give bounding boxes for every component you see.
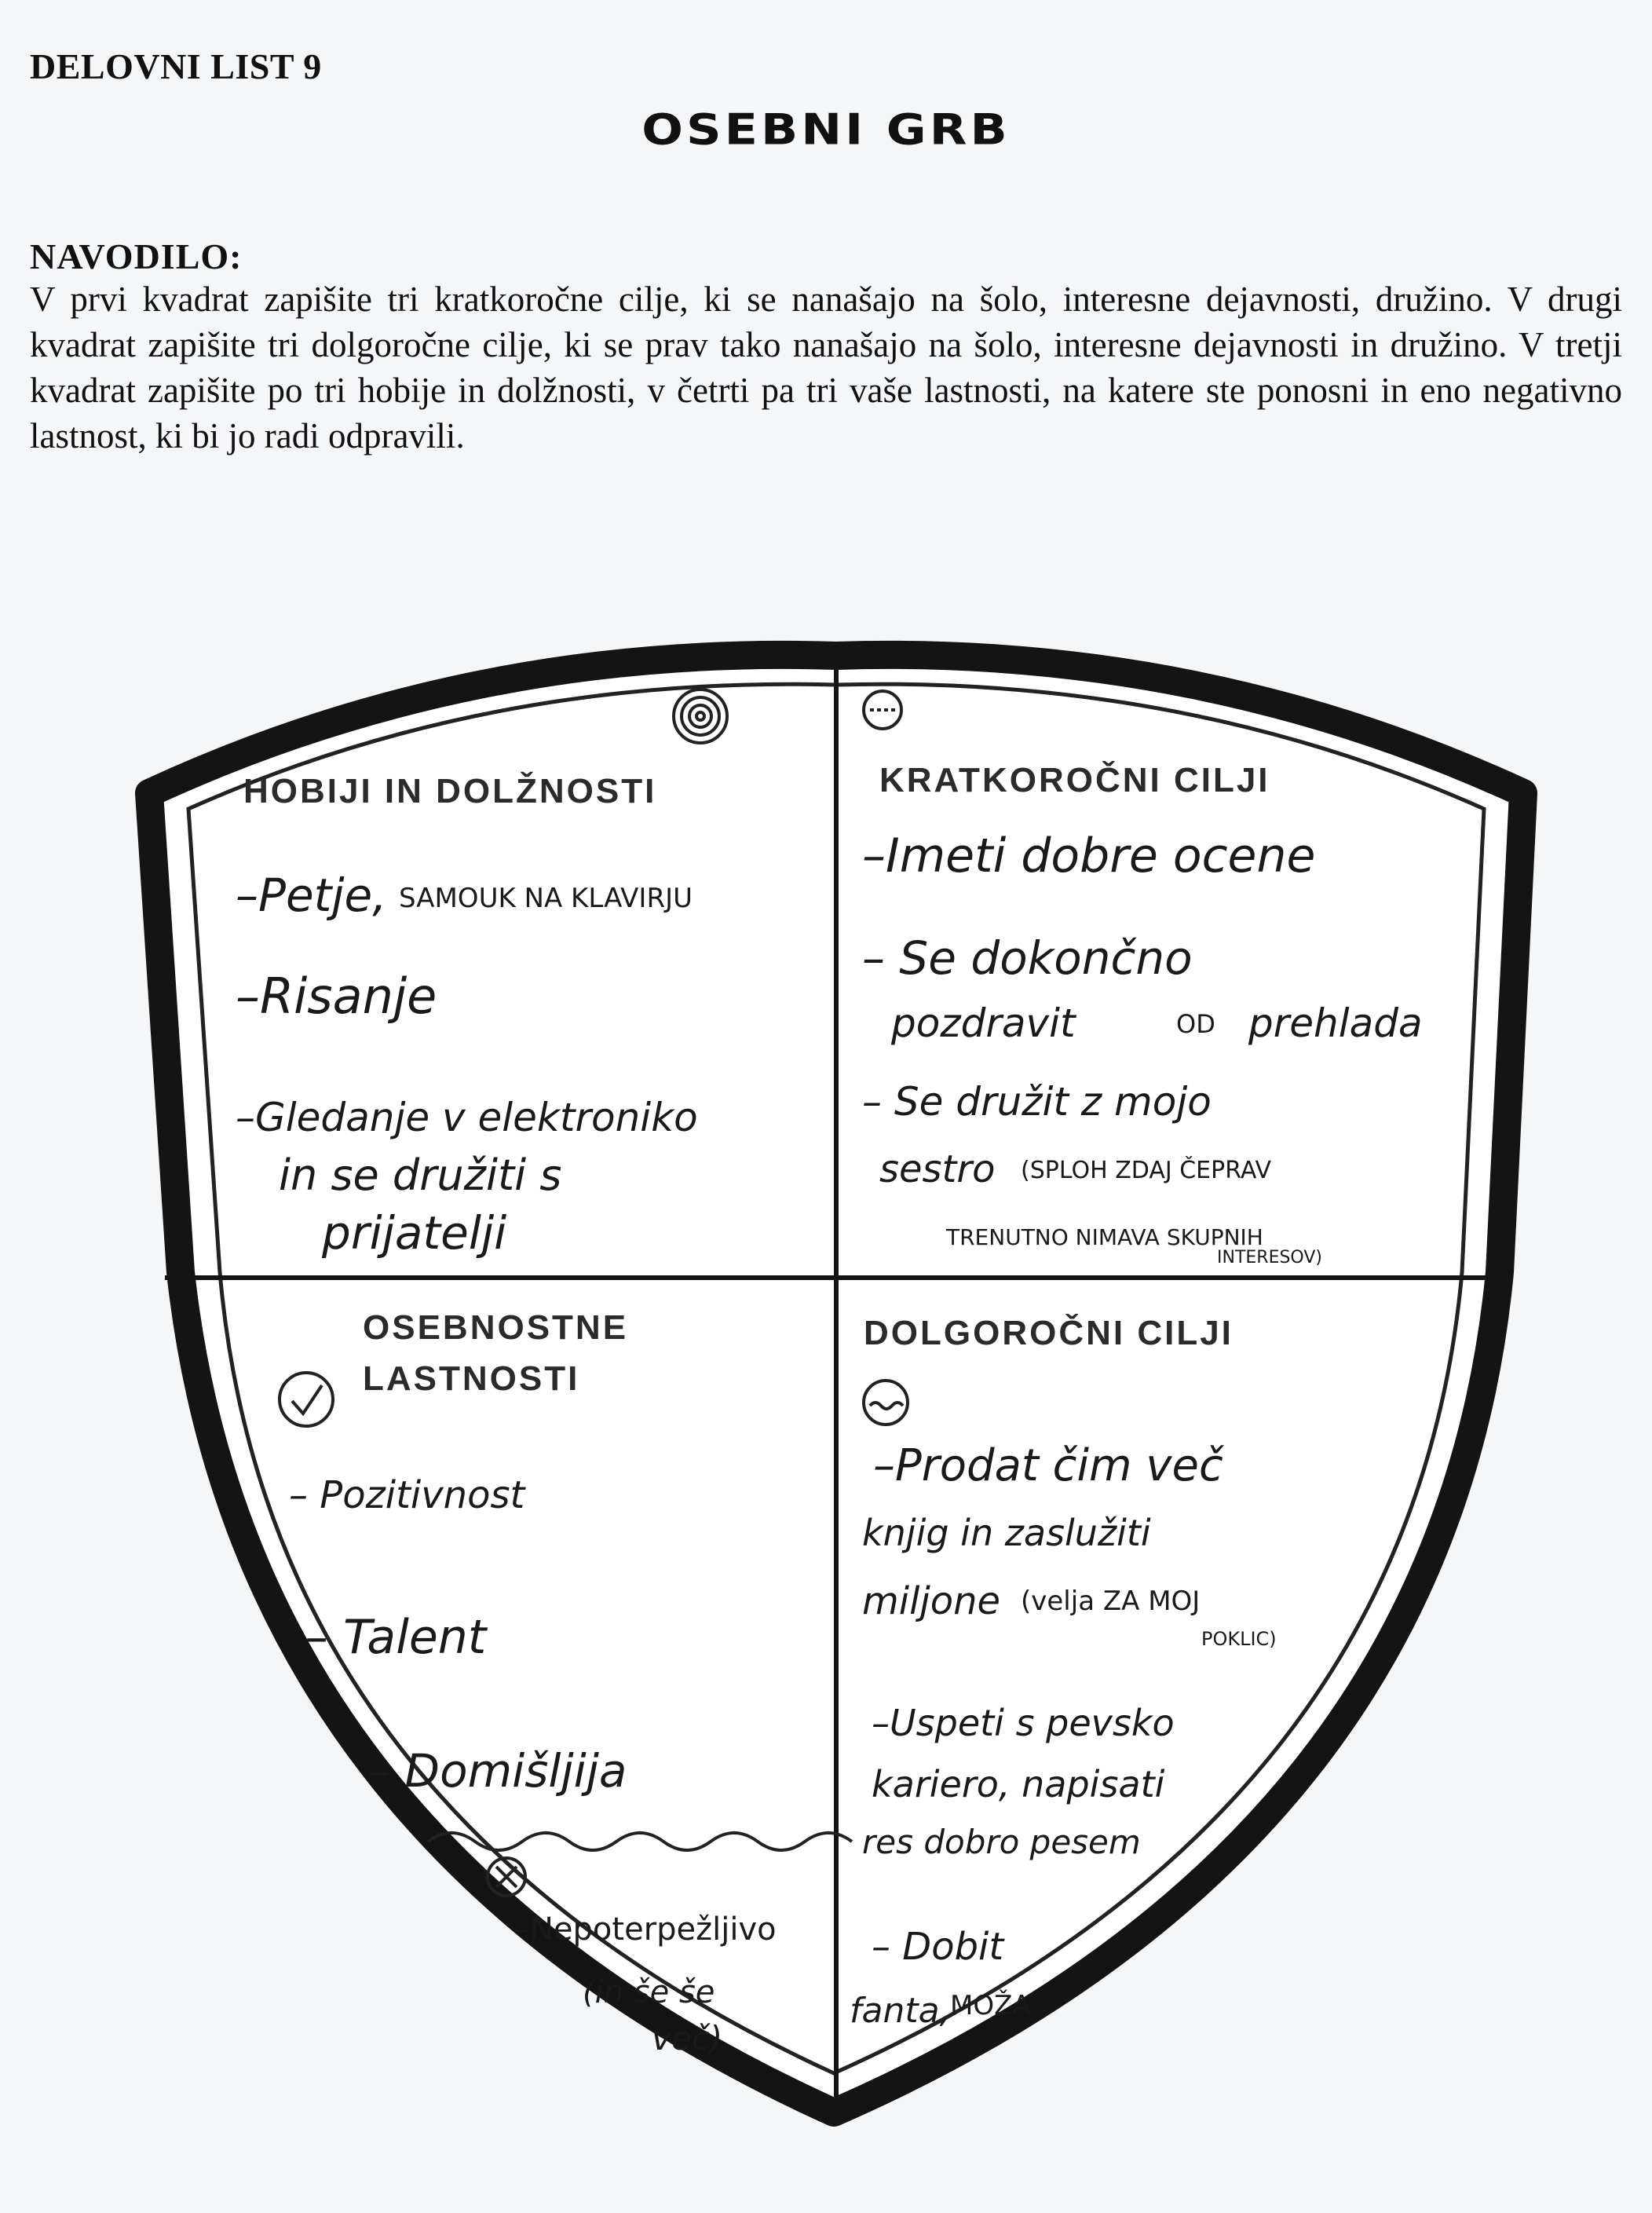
long-term-entry-3-note: MOŽA: [950, 1990, 1031, 2021]
short-term-entry-2-line2c: prehlada: [1248, 1000, 1423, 1046]
long-term-entry-3: – Dobit: [872, 1925, 1004, 1969]
short-term-entry-2-od: OD: [1176, 1009, 1215, 1039]
hobby-entry-1: –Petje,: [236, 869, 387, 922]
short-term-entry-2-line2: pozdravit: [891, 1000, 1076, 1046]
hobbies-heading: HOBIJI IN DOLŽNOSTI: [243, 772, 657, 810]
negative-trait: –Nepoterpežljivo: [514, 1911, 777, 1948]
page-title: OSEBNI GRB: [641, 104, 1011, 155]
hobby-entry-1-note: SAMOUK NA KLAVIRJU: [399, 883, 693, 914]
long-term-entry-2-line2: kariero, napisati: [872, 1763, 1165, 1805]
instructions-text: V prvi kvadrat zapišite tri kratkoročne cilje, ki se nanašajo na šolo, interesne dejavnosti, družino. V drugi kvadrat zapišite tri dolgoročne cilje, ki se prav tako nanašajo na šolo, interesne dejavnosti in družino. V tretji kvadrat zapišite po tri hobije in dolžnosti, v četrti pa tri vaše lastnosti, na katere ste ponosni in eno negativno lastnost, ki bi jo radi odpravili.: [30, 280, 1622, 455]
short-term-entry-2: – Se dokončno: [862, 931, 1193, 985]
short-term-entry-3-line2: sestro: [879, 1147, 996, 1191]
trait-entry-2: – Talent: [305, 1610, 487, 1665]
long-term-entry-2: –Uspeti s pevsko: [872, 1702, 1175, 1744]
short-term-entry-3-line3: TRENUTNO NIMAVA SKUPNIH: [946, 1224, 1263, 1250]
long-term-entry-2-line3: res dobro pesem: [862, 1823, 1141, 1861]
long-term-entry-1-note: (velja ZA MOJ: [1021, 1586, 1201, 1617]
short-term-entry-3: – Se družit z mojo: [862, 1079, 1212, 1125]
worksheet-label: DELOVNI LIST 9: [30, 46, 322, 86]
instructions-heading: NAVODILO:: [30, 236, 243, 276]
long-term-entry-1-line2: knjig in zaslužiti: [862, 1512, 1151, 1554]
long-term-entry-3-line2: fanta,: [850, 1991, 951, 2031]
negative-trait-line3: več): [652, 2019, 723, 2058]
hobby-entry-3-line3: prijatelji: [322, 1206, 507, 1260]
hobby-entry-2: –Risanje: [236, 968, 437, 1025]
long-term-entry-1: –Prodat čim več: [873, 1440, 1223, 1491]
hobby-entry-3-line2: in se družiti s: [279, 1150, 562, 1200]
traits-heading-line2: LASTNOSTI: [363, 1359, 580, 1398]
short-term-entry-3-line4: INTERESOV): [1217, 1248, 1322, 1267]
short-term-entry-1: –Imeti dobre ocene: [862, 829, 1316, 883]
long-term-entry-1-line3: miljone: [862, 1579, 1001, 1623]
hobby-entry-3: –Gledanje v elektroniko: [236, 1095, 698, 1140]
negative-trait-line2: (in še še: [583, 1974, 715, 2010]
traits-heading-line1: OSEBNOSTNE: [363, 1308, 629, 1347]
short-term-entry-3-note: (SPLOH ZDAJ ČEPRAV: [1021, 1157, 1271, 1184]
short-term-heading: KRATKOROČNI CILJI: [879, 761, 1270, 799]
trait-entry-1: – Pozitivnost: [289, 1473, 525, 1517]
long-term-heading: DOLGOROČNI CILJI: [864, 1314, 1234, 1352]
long-term-entry-1-line4: POKLIC): [1201, 1628, 1277, 1650]
trait-entry-3: – Domišljija: [367, 1744, 627, 1798]
